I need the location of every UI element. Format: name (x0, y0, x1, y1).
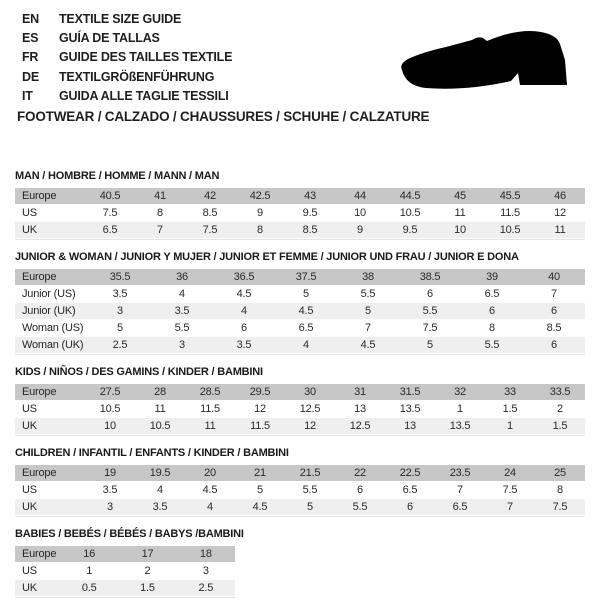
size-cell: 1.5 (535, 418, 585, 435)
size-cell: 25 (535, 465, 585, 482)
language-list (22, 10, 232, 106)
size-cell: 10.5 (85, 401, 135, 418)
size-cell: 20 (185, 465, 235, 482)
table-row (15, 320, 585, 337)
size-cell: 12 (285, 418, 335, 435)
size-cell: 37.5 (275, 269, 337, 286)
row-label: UK (15, 580, 60, 597)
size-cell: 2.5 (89, 337, 151, 354)
size-cell: 9.5 (285, 205, 335, 222)
size-cell: 5.5 (337, 286, 399, 303)
size-cell: 19 (85, 465, 135, 482)
language-label: GUIDA ALLE TAGLIE TESSILI (59, 88, 229, 103)
size-cell: 1 (60, 563, 118, 580)
size-cell: 4 (151, 286, 213, 303)
size-cell: 4 (135, 482, 185, 499)
size-cell: 12 (235, 401, 285, 418)
size-cell: 3.5 (89, 286, 151, 303)
size-cell: 3.5 (213, 337, 275, 354)
size-cell: 41 (135, 188, 185, 205)
size-cell: 10 (335, 205, 385, 222)
size-cell: 7.5 (399, 320, 461, 337)
size-cell: 6.5 (461, 286, 523, 303)
size-cell: 5 (275, 286, 337, 303)
language-code: DE (22, 69, 39, 84)
size-cell: 6 (335, 482, 385, 499)
size-cell: 7 (435, 482, 485, 499)
table-title: KIDS / NIÑOS / DES GAMINS / KINDER / BAMBINI (15, 366, 263, 378)
size-table (15, 384, 585, 436)
size-cell: 22 (335, 465, 385, 482)
size-cell: 5.5 (461, 337, 523, 354)
size-cell: 2.5 (177, 580, 235, 597)
size-cell: 18 (177, 546, 235, 563)
size-cell: 4.5 (337, 337, 399, 354)
size-table (15, 188, 585, 240)
size-cell: 6 (523, 337, 585, 354)
size-cell: 1.5 (118, 580, 176, 597)
table-title: JUNIOR & WOMAN / JUNIOR Y MUJER / JUNIOR ET FEMME / JUNIOR UND FRAU / JUNIOR E DONA (15, 251, 519, 263)
table-row (15, 269, 585, 286)
size-cell: 6.5 (385, 482, 435, 499)
size-cell: 11 (535, 222, 585, 239)
size-cell: 7.5 (485, 482, 535, 499)
size-cell: 16 (60, 546, 118, 563)
size-cell: 3 (177, 563, 235, 580)
size-cell: 43 (285, 188, 335, 205)
size-cell: 3 (85, 499, 135, 516)
size-cell: 4.5 (185, 482, 235, 499)
size-cell: 7 (523, 286, 585, 303)
size-cell: 22.5 (385, 465, 435, 482)
size-cell: 30 (285, 384, 335, 401)
size-cell: 9.5 (385, 222, 435, 239)
size-cell: 5 (235, 482, 285, 499)
size-table-section (15, 447, 585, 517)
table-row (15, 499, 585, 516)
language-code: ES (22, 31, 39, 46)
size-cell: 13.5 (435, 418, 485, 435)
size-cell: 28 (135, 384, 185, 401)
size-cell: 4 (185, 499, 235, 516)
language-label: TEXTILGRÖßENFÜHRUNG (59, 69, 215, 84)
size-cell: 10 (85, 418, 135, 435)
size-cell: 11.5 (185, 401, 235, 418)
size-cell: 17 (118, 546, 176, 563)
size-cell: 12.5 (335, 418, 385, 435)
size-cell: 4 (213, 303, 275, 320)
size-cell: 21 (235, 465, 285, 482)
size-cell: 11 (185, 418, 235, 435)
row-label: US (15, 401, 85, 418)
table-row (15, 563, 235, 580)
size-cell: 6.5 (85, 222, 135, 239)
size-cell: 6 (213, 320, 275, 337)
size-cell: 31 (335, 384, 385, 401)
size-cell: 12 (535, 205, 585, 222)
size-cell: 7.5 (185, 222, 235, 239)
size-tables (15, 170, 585, 598)
table-row (15, 482, 585, 499)
row-label: UK (15, 418, 85, 435)
size-cell: 4.5 (275, 303, 337, 320)
size-cell: 45 (435, 188, 485, 205)
size-cell: 13 (335, 401, 385, 418)
size-cell: 42.5 (235, 188, 285, 205)
size-cell: 6.5 (435, 499, 485, 516)
size-cell: 13.5 (385, 401, 435, 418)
row-label: Junior (US) (15, 286, 89, 303)
size-cell: 10.5 (485, 222, 535, 239)
size-cell: 8.5 (285, 222, 335, 239)
size-cell: 3 (89, 303, 151, 320)
size-cell: 12.5 (285, 401, 335, 418)
size-table (15, 546, 235, 598)
size-cell: 13 (385, 418, 435, 435)
size-cell: 3.5 (151, 303, 213, 320)
size-cell: 8 (235, 222, 285, 239)
size-cell: 2 (118, 563, 176, 580)
size-cell: 4 (275, 337, 337, 354)
size-cell: 46 (535, 188, 585, 205)
size-cell: 21.5 (285, 465, 335, 482)
table-row (15, 205, 585, 222)
size-cell: 5.5 (151, 320, 213, 337)
row-label: Woman (UK) (15, 337, 89, 354)
size-cell: 10.5 (385, 205, 435, 222)
language-code: EN (22, 12, 39, 26)
table-row (15, 188, 585, 205)
table-row (15, 418, 585, 435)
table-row (15, 286, 585, 303)
row-label: Europe (15, 384, 85, 401)
table-row (15, 303, 585, 320)
size-cell: 6 (399, 286, 461, 303)
row-label: US (15, 205, 85, 222)
size-cell: 3.5 (85, 482, 135, 499)
table-row (15, 222, 585, 239)
row-label: Europe (15, 269, 89, 286)
size-cell: 7 (485, 499, 535, 516)
language-row (22, 29, 232, 48)
table-title: BABIES / BEBÉS / BÉBÉS / BABYS /BAMBINI (15, 528, 244, 540)
size-cell: 36.5 (213, 269, 275, 286)
size-cell: 9 (235, 205, 285, 222)
table-title: CHILDREN / INFANTIL / ENFANTS / KINDER / BAMBINI (15, 447, 289, 459)
language-row (22, 87, 232, 106)
size-table-section (15, 528, 585, 598)
category-heading: FOOTWEAR / CALZADO / CHAUSSURES / SCHUHE / CALZATURE (17, 109, 430, 124)
size-cell: 31.5 (385, 384, 435, 401)
size-cell: 6 (385, 499, 435, 516)
size-cell: 11.5 (235, 418, 285, 435)
size-cell: 6.5 (275, 320, 337, 337)
size-cell: 36 (151, 269, 213, 286)
size-cell: 6 (461, 303, 523, 320)
table-row (15, 465, 585, 482)
size-table (15, 269, 585, 355)
size-cell: 5 (399, 337, 461, 354)
size-cell: 5 (285, 499, 335, 516)
row-label: US (15, 482, 85, 499)
language-label: TEXTILE SIZE GUIDE (59, 12, 182, 26)
size-cell: 7.5 (535, 499, 585, 516)
size-cell: 40 (523, 269, 585, 286)
size-cell: 1 (485, 418, 535, 435)
size-cell: 24 (485, 465, 535, 482)
size-cell: 27.5 (85, 384, 135, 401)
size-table-section (15, 170, 585, 240)
table-row (15, 384, 585, 401)
row-label: Europe (15, 188, 85, 205)
size-cell: 3 (151, 337, 213, 354)
size-cell: 5.5 (285, 482, 335, 499)
size-cell: 4.5 (213, 286, 275, 303)
size-cell: 38 (337, 269, 399, 286)
size-cell: 5.5 (335, 499, 385, 516)
size-cell: 2 (535, 401, 585, 418)
language-row (22, 48, 232, 67)
size-cell: 19.5 (135, 465, 185, 482)
language-code: FR (22, 50, 39, 65)
size-cell: 6 (523, 303, 585, 320)
size-cell: 29.5 (235, 384, 285, 401)
size-cell: 35.5 (89, 269, 151, 286)
size-cell: 23.5 (435, 465, 485, 482)
size-cell: 32 (435, 384, 485, 401)
size-cell: 9 (335, 222, 385, 239)
size-cell: 40.5 (85, 188, 135, 205)
table-row (15, 401, 585, 418)
language-label: GUÍA DE TALLAS (59, 31, 160, 46)
size-cell: 8 (135, 205, 185, 222)
size-cell: 7 (135, 222, 185, 239)
row-label: Woman (US) (15, 320, 89, 337)
size-cell: 44 (335, 188, 385, 205)
size-cell: 45.5 (485, 188, 535, 205)
size-cell: 5 (337, 303, 399, 320)
size-cell: 28.5 (185, 384, 235, 401)
size-cell: 1.5 (485, 401, 535, 418)
size-cell: 3.5 (135, 499, 185, 516)
row-label: UK (15, 222, 85, 239)
language-label: GUIDE DES TAILLES TEXTILE (59, 50, 233, 65)
table-row (15, 580, 235, 597)
size-cell: 7.5 (85, 205, 135, 222)
size-cell: 11.5 (485, 205, 535, 222)
size-table-section (15, 366, 585, 436)
size-table (15, 465, 585, 517)
size-cell: 33 (485, 384, 535, 401)
size-cell: 0.5 (60, 580, 118, 597)
row-label: Europe (15, 465, 85, 482)
size-cell: 33.5 (535, 384, 585, 401)
row-label: Junior (UK) (15, 303, 89, 320)
language-row (22, 10, 232, 29)
size-cell: 4.5 (235, 499, 285, 516)
table-title: MAN / HOMBRE / HOMME / MANN / MAN (15, 170, 220, 182)
table-row (15, 546, 235, 563)
size-cell: 11 (135, 401, 185, 418)
size-cell: 10.5 (135, 418, 185, 435)
size-cell: 38.5 (399, 269, 461, 286)
row-label: UK (15, 499, 85, 516)
language-row (22, 68, 232, 87)
size-cell: 11 (435, 205, 485, 222)
size-cell: 1 (435, 401, 485, 418)
size-cell: 39 (461, 269, 523, 286)
size-cell: 5.5 (399, 303, 461, 320)
size-cell: 8.5 (185, 205, 235, 222)
row-label: Europe (15, 546, 60, 563)
size-cell: 8 (461, 320, 523, 337)
shoe-icon (398, 26, 578, 98)
size-cell: 5 (89, 320, 151, 337)
size-cell: 8.5 (523, 320, 585, 337)
size-cell: 7 (337, 320, 399, 337)
size-table-section (15, 251, 585, 355)
language-code: IT (22, 88, 33, 103)
size-cell: 44.5 (385, 188, 435, 205)
size-cell: 42 (185, 188, 235, 205)
row-label: US (15, 563, 60, 580)
table-row (15, 337, 585, 354)
size-cell: 8 (535, 482, 585, 499)
size-cell: 10 (435, 222, 485, 239)
